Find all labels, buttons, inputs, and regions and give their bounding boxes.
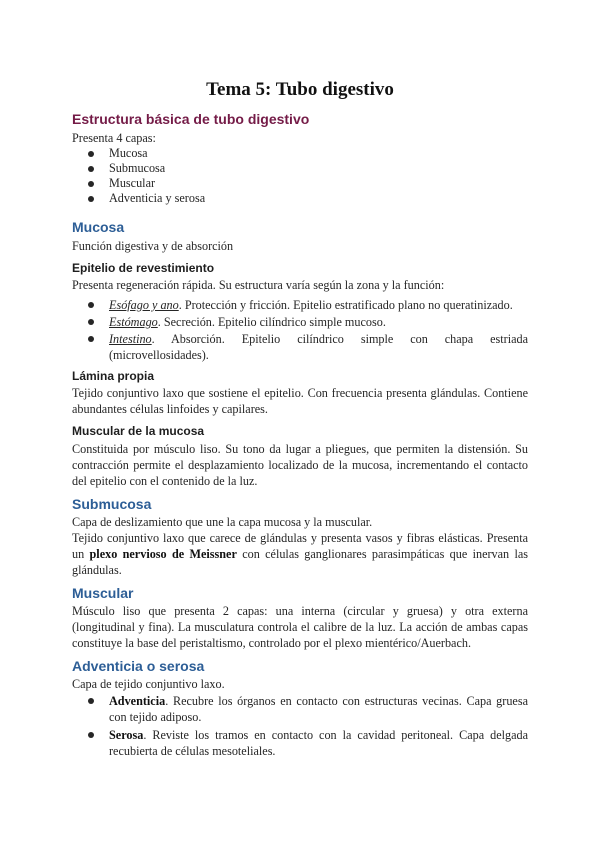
list-item-text: . Secreción. Epitelio cilíndrico simple mucoso. <box>157 315 386 329</box>
section-heading-mucosa: Mucosa <box>72 219 125 235</box>
subheading-muscular-mucosa: Muscular de la mucosa <box>72 424 205 438</box>
submucosa-intro: Capa de deslizamiento que une la capa mucosa y la muscular. <box>72 515 373 529</box>
muscular-text: Músculo liso que presenta 2 capas: una interna (circular y gruesa) y otra externa (longitudinal y fina). La musculatura controla el calibre de la luz. La acción de ambas capas constituye la base del peristaltismo, controlado por el plexo mientérico/Auerbach. <box>72 604 528 650</box>
list-item <box>72 161 528 176</box>
bullet-icon <box>88 732 94 738</box>
list-item <box>72 693 528 725</box>
submucosa-text-after: con células ganglionares parasimpáticas que inervan las glándulas. <box>72 547 529 577</box>
list-item <box>72 297 528 313</box>
submucosa-text-bold: plexo nervioso de Meissner <box>89 547 237 561</box>
list-item-text: Muscular <box>109 176 156 190</box>
bullet-icon <box>88 698 94 704</box>
list-item <box>72 191 528 206</box>
list-item <box>72 727 528 759</box>
bullet-icon <box>88 166 94 172</box>
adventicia-intro: Capa de tejido conjuntivo laxo. <box>72 677 225 691</box>
section-estructura <box>72 109 528 206</box>
bullet-icon <box>88 302 94 308</box>
list-item-term: Estómago <box>109 315 158 329</box>
document-body <box>72 78 528 759</box>
list-item <box>72 176 528 191</box>
page-title: Tema 5: Tubo digestivo <box>206 79 394 100</box>
epitelio-list <box>72 297 528 363</box>
list-item-term: Esófago y ano <box>109 298 179 312</box>
list-item <box>72 146 528 161</box>
section-mucosa <box>72 217 528 489</box>
section-heading-muscular: Muscular <box>72 585 134 601</box>
list-item-text: Mucosa <box>109 146 148 160</box>
list-item-text: Submucosa <box>109 161 166 175</box>
list-item-term: Adventicia <box>109 694 166 708</box>
layers-list <box>72 146 528 206</box>
muscular-mucosa-text: Constituida por músculo liso. Su tono da lugar a pliegues, que permiten la distensión. Su contracción permite el desplazamiento localizado de la mucosa, incrementando el contacto del epitelio con el contenido de la luz. <box>72 442 528 488</box>
list-item-text: . Reviste los tramos en contacto con la cavidad peritoneal. Capa delgada recubierta de células mesoteliales. <box>109 728 528 758</box>
subheading-epitelio: Epitelio de revestimiento <box>72 261 215 275</box>
bullet-icon <box>88 196 94 202</box>
list-item <box>72 314 528 330</box>
bullet-icon <box>88 336 94 342</box>
list-item <box>72 331 528 363</box>
lamina-propia-text: Tejido conjuntivo laxo que sostiene el epitelio. Con frecuencia presenta glándulas. Contiene abundantes células linfoides y capilares. <box>72 386 528 416</box>
list-item-term: Serosa <box>109 728 144 742</box>
bullet-icon <box>88 151 94 157</box>
submucosa-text-before: Tejido conjuntivo laxo que carece de glándulas y presenta vasos y fibras elásticas. Presenta un <box>72 531 528 561</box>
section-submucosa <box>72 494 528 578</box>
epitelio-intro: Presenta regeneración rápida. Su estructura varía según la zona y la función: <box>72 278 445 292</box>
section-heading-submucosa: Submucosa <box>72 496 152 512</box>
section-adventicia <box>72 656 528 759</box>
list-item-text: Adventicia y serosa <box>109 191 206 205</box>
bullet-icon <box>88 181 94 187</box>
list-item-term: Intestino <box>109 332 152 346</box>
submucosa-text <box>72 530 528 578</box>
list-item-text: . Absorción. Epitelio cilíndrico simple con chapa estriada (microvellosidades). <box>109 332 528 362</box>
section-heading-adventicia: Adventicia o serosa <box>72 658 205 674</box>
section-heading-estructura: Estructura básica de tubo digestivo <box>72 111 310 127</box>
mucosa-intro: Función digestiva y de absorción <box>72 239 234 253</box>
adventicia-list <box>72 693 528 759</box>
list-item-text: . Protección y fricción. Epitelio estratificado plano no queratinizado. <box>178 298 513 312</box>
subheading-lamina-propia: Lámina propia <box>72 369 155 383</box>
estructura-intro: Presenta 4 capas: <box>72 131 156 145</box>
bullet-icon <box>88 319 94 325</box>
list-item-text: . Recubre los órganos en contacto con estructuras vecinas. Capa gruesa con tejido adiposo. <box>109 694 528 724</box>
section-muscular <box>72 583 528 651</box>
